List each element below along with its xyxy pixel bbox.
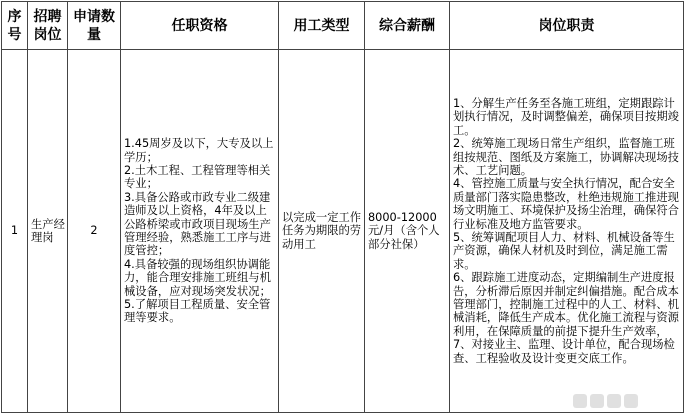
header-count: 申请数量 bbox=[68, 2, 121, 50]
qualification-item: 4.具备较强的现场组织协调能力，能合理安排施工班组与机械设备，应对现场突发状况； bbox=[124, 257, 271, 298]
duty-item: 6、跟踪施工进度动态，定期编制生产进度报告，分析滞后原因并制定纠偏措施。配合成本管理部门，控制施工过程中的人工、材料、机械消耗，降低生产成本。优化施工流程与资源利用，在保障质量的前提下提升生产效率， bbox=[453, 271, 679, 338]
cell-qualifications bbox=[121, 50, 279, 413]
table-header-row bbox=[2, 2, 684, 50]
header-duties: 岗位职责 bbox=[450, 2, 684, 50]
duty-item: 7、对接业主、监理、设计单位，配合现场检查、工程验收及设计变更交底工作。 bbox=[453, 338, 675, 365]
recruitment-table bbox=[1, 1, 684, 413]
qualification-item: 3.具备公路或市政专业二级建造师及以上资格，4年及以上公路桥梁或市政项目现场生产管理经验，熟悉施工工序与进度管控； bbox=[124, 190, 271, 258]
header-salary: 综合薪酬 bbox=[365, 2, 450, 50]
watermark-logo bbox=[573, 390, 659, 406]
header-seq: 序号 bbox=[2, 2, 28, 50]
duty-item: 5、统筹调配项目人力、材料、机械设备等生产资源，确保人材机及时到位，满足施工需求。 bbox=[453, 231, 675, 271]
cell-seq: 1 bbox=[2, 50, 28, 413]
cell-position: 生产经理岗 bbox=[28, 50, 68, 413]
duty-item: 4、管控施工质量与安全执行情况，配合安全质量部门落实隐患整改，杜绝违规施工推进现场文明施工、环境保护及扬尘治理，确保符合行业标准及地方监管要求。 bbox=[453, 177, 679, 231]
qualification-item: 2.土木工程、工程管理等相关专业； bbox=[124, 163, 271, 191]
qualification-item: 5.了解项目工程质量、安全管理等要求。 bbox=[124, 298, 271, 325]
header-qualifications: 任职资格 bbox=[121, 2, 279, 50]
table-row bbox=[2, 50, 684, 413]
header-employment-type: 用工类型 bbox=[279, 2, 365, 50]
header-position: 招聘岗位 bbox=[28, 2, 68, 50]
qualification-item: 1.45周岁及以下，大专及以上学历； bbox=[124, 137, 274, 164]
duty-item: 1、分解生产任务至各施工班组，定期跟踪计划执行情况，及时调整偏差，确保项目按期竣工。 bbox=[453, 96, 679, 137]
cell-duties bbox=[450, 50, 684, 413]
duties-list bbox=[453, 97, 681, 365]
cell-employment-type: 以完成一定工作任务为期限的劳动用工 bbox=[279, 50, 365, 413]
duty-item: 2、统筹施工现场日常生产组织，监督施工班组按规范、图纸及方案施工，协调解决现场技术、工艺问题。 bbox=[453, 137, 679, 177]
cell-salary: 8000-12000元/月（含个人部分社保） bbox=[365, 50, 450, 413]
cell-count: 2 bbox=[68, 50, 121, 413]
qualifications-list bbox=[124, 137, 276, 325]
